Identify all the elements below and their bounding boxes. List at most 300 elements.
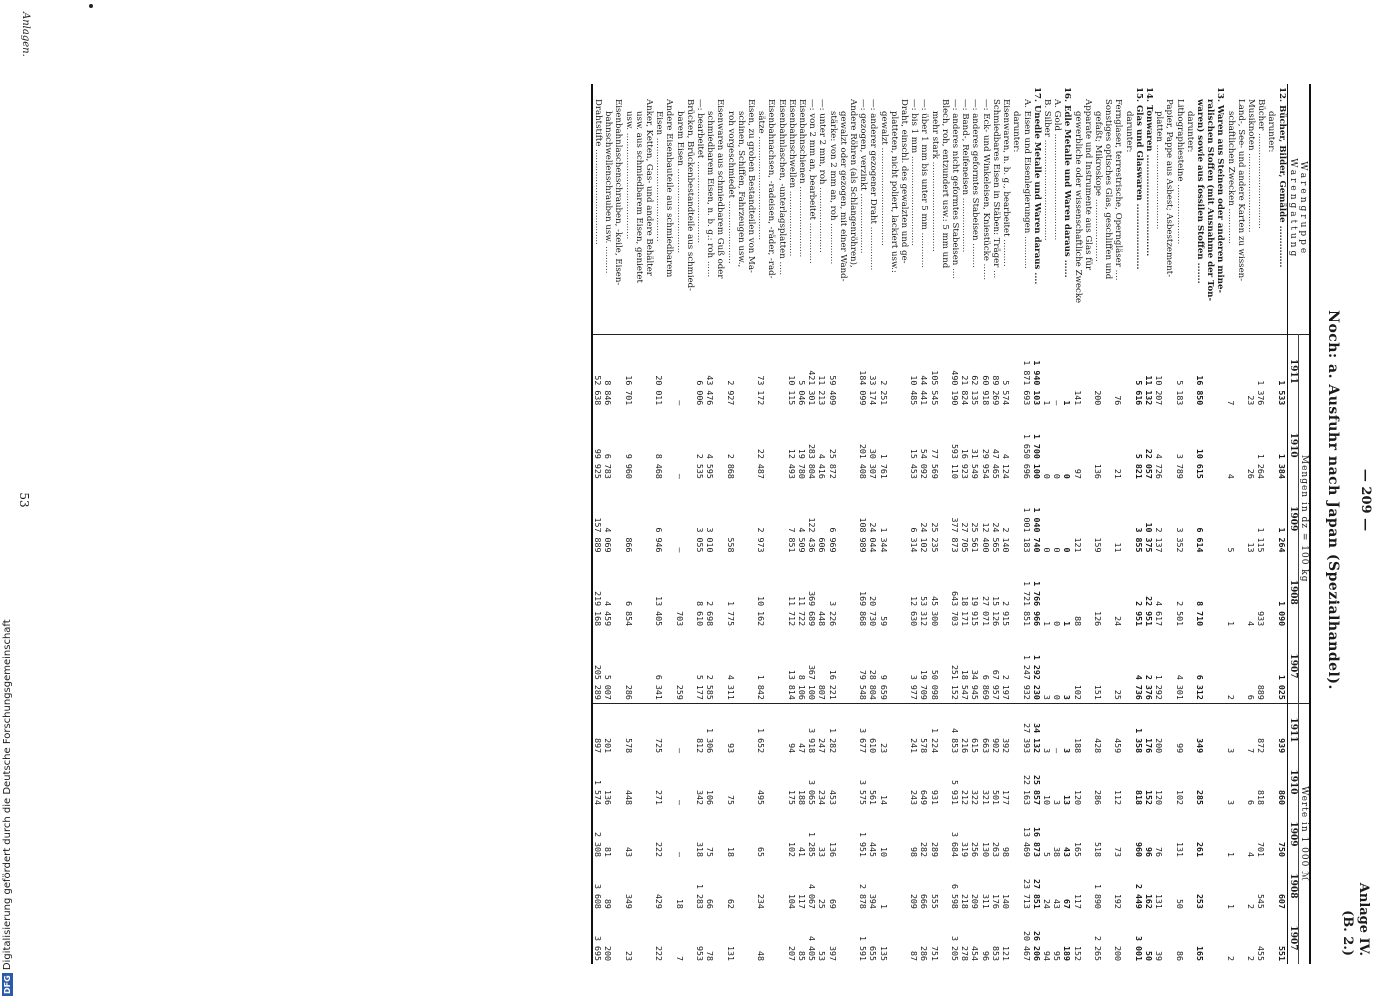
value-cell: 4 853 [950, 703, 960, 756]
value-cell [1164, 703, 1174, 756]
qty-cell [1236, 629, 1246, 703]
value-cell: 751 [929, 946, 940, 961]
qty-cell: 10 115 [787, 334, 797, 408]
value-cell: 349 [623, 893, 634, 909]
value-cell: 212 [960, 790, 971, 806]
qty-cell [1123, 334, 1133, 408]
row-label: —: anderer gezogener Draht ................ [868, 99, 879, 271]
qty-cell [1083, 556, 1093, 630]
row-label: Andere Eisenbauteile aus schmiedbarem [664, 99, 675, 278]
qty-cell [1185, 408, 1195, 482]
qty-cell [613, 482, 623, 556]
value-cell: 26 206 [1031, 931, 1042, 961]
qty-cell: 11 712 [786, 596, 797, 627]
value-cell: 278 [960, 946, 971, 961]
qty-cell: 184 099 [858, 334, 868, 408]
qty-cell: 0 [1041, 547, 1052, 553]
value-cell: 3 677 [858, 703, 868, 756]
value-cell [664, 756, 674, 808]
table-row [1001, 84, 1011, 964]
value-cell [715, 860, 725, 912]
qty-cell: 44 441 [919, 334, 929, 408]
value-cell [1083, 808, 1093, 860]
value-cell [613, 808, 623, 860]
table-row [858, 84, 868, 964]
qty-cell: 3 977 [909, 674, 920, 700]
table-row [695, 84, 705, 964]
qty-cell: 24 044 [868, 522, 879, 553]
qty-cell: 2 376 [1143, 674, 1154, 700]
qty-cell: 1 090 [1276, 601, 1287, 627]
qty-cell: 6 783 [603, 453, 614, 479]
qty-cell: 3 226 [827, 601, 838, 627]
qty-cell: 200 [1093, 334, 1103, 408]
qty-cell: 97 [1072, 468, 1083, 479]
qty-cell: 2 535 [695, 453, 706, 479]
qty-cell: 0 [1052, 621, 1063, 627]
value-cell [1083, 703, 1093, 756]
qty-cell [685, 556, 695, 630]
qty-cell: 6 006 [695, 334, 705, 408]
value-cell [644, 808, 654, 860]
row-label: platteten, nicht poliert, lackiert usw.: [888, 111, 899, 273]
qty-cell [1185, 334, 1195, 408]
table-row [664, 84, 674, 964]
value-cell: — [674, 851, 685, 857]
value-cell: 286 [919, 946, 930, 961]
value-cell [634, 808, 644, 860]
qty-cell: 367 100 [807, 664, 818, 700]
val-year-1908: 1908 [1287, 860, 1298, 912]
qty-cell [766, 334, 776, 408]
value-cell [634, 756, 644, 808]
qty-cell [736, 408, 746, 482]
row-label: Eisenbahnschienen .......................... [797, 99, 808, 258]
qty-cell [736, 482, 746, 556]
value-cell: 872 [1256, 703, 1266, 756]
value-cell [1011, 860, 1021, 912]
qty-cell: 2 868 [725, 453, 736, 479]
table-row [1011, 84, 1021, 964]
value-cell: 253 [1194, 893, 1205, 909]
value-cell: 397 [827, 946, 838, 961]
value-cell [1123, 808, 1133, 860]
row-label: Eisen, zu groben Bestandteilen von Ma- [746, 99, 757, 273]
qty-cell: 5 821 [1133, 453, 1144, 479]
qty-cell: 157 889 [592, 482, 603, 556]
qty-cell: 1 292 [1154, 674, 1165, 700]
qty-cell: 22 057 [1143, 448, 1154, 479]
table-row [848, 84, 858, 964]
row-label: Papier, Pappe aus Asbest; Asbestzement- [1164, 99, 1175, 278]
value-cell [736, 912, 746, 964]
qty-cell [776, 482, 786, 556]
value-cell: 176 [1144, 703, 1154, 756]
value-cell [685, 912, 695, 964]
qty-cell: 1 001 183 [1021, 507, 1032, 553]
qty-cell: 2 137 [1154, 527, 1165, 553]
row-label: Eisenwaren aus schmiedbarem Guß oder [715, 99, 726, 279]
value-cell: 14 [878, 795, 889, 806]
qty-cell: 6 946 [654, 527, 665, 553]
value-cell: 99 [1174, 703, 1184, 756]
qty-cell: 16 923 [960, 448, 971, 479]
qty-cell: 4 124 [1001, 453, 1012, 479]
value-cell: 222 [654, 841, 665, 857]
value-cell: 3 [1225, 800, 1236, 806]
value-cell [1185, 756, 1195, 808]
qty-cell: 1 [1062, 334, 1072, 408]
qty-cell: 6 969 [827, 527, 838, 553]
qty-cell [664, 482, 674, 556]
value-cell: 18 [725, 846, 736, 857]
qty-cell [899, 629, 909, 703]
qty-cell: 28 804 [868, 669, 879, 700]
table-row [1032, 84, 1042, 964]
value-cell: 23 713 [1021, 878, 1032, 909]
row-label: Musiknoten ............................. [1245, 99, 1256, 233]
annex-subtitle: (B. 2.) [1340, 910, 1355, 956]
value-cell: 25 857 [1031, 775, 1042, 806]
qty-cell: 20 730 [868, 596, 879, 627]
qty-cell: 2 698 [705, 601, 716, 627]
value-cell: 73 [1113, 846, 1124, 857]
qty-cell: 11 722 [797, 596, 808, 627]
value-cell: 106 [705, 790, 716, 806]
row-label: gewalzt .................................... [878, 111, 889, 246]
col-goods-header [1287, 84, 1310, 334]
value-cell: 16 873 [1031, 827, 1042, 857]
qty-cell: 25 872 [827, 448, 838, 479]
qty-cell: 73 172 [756, 334, 766, 408]
qty-cell: 205 289 [592, 629, 603, 703]
qty-cell [838, 556, 848, 630]
row-label: A. Eisen und Eisenlegierungen ............ [1021, 99, 1032, 269]
value-cell: 27 851 [1031, 878, 1042, 909]
row-label: 17. Unedle Metalle und Waren daraus .... [1031, 87, 1042, 285]
value-cell [848, 756, 858, 808]
table-row [909, 84, 919, 964]
qty-cell [736, 629, 746, 703]
qty-cell: 6 312 [1194, 674, 1205, 700]
export-table [591, 84, 1311, 964]
value-cell [1083, 912, 1093, 964]
qty-cell [1215, 408, 1225, 482]
value-cell: 243 [909, 790, 920, 806]
value-cell: 261 [1194, 841, 1205, 857]
row-label: Schmiedbares Eisen in Stäben: Träger ... [990, 99, 1001, 279]
qty-year-1909: 1909 [1287, 482, 1298, 556]
qty-cell: 1 766 966 [1031, 581, 1042, 627]
table-row [1144, 84, 1154, 964]
qty-year-1911: 1911 [1287, 334, 1298, 408]
qty-cell: 122 436 [807, 517, 818, 553]
table-row [1072, 84, 1082, 964]
value-cell: 135 [878, 946, 889, 961]
qty-cell [715, 556, 725, 630]
qty-cell: 1 115 [1256, 527, 1267, 553]
qty-cell [1164, 334, 1174, 408]
value-cell: 2 878 [858, 883, 869, 909]
value-cell: 96 [1143, 846, 1154, 857]
qty-cell: 643 703 [950, 591, 961, 627]
value-cell: 551 [1276, 946, 1287, 961]
qty-cell: 24 565 [990, 522, 1001, 553]
qty-cell: 889 [1256, 684, 1267, 700]
row-label: —: unter 2 mm, roh ........................ [817, 99, 828, 253]
value-cell: 459 [1113, 703, 1123, 756]
qty-cell: 27 071 [980, 596, 991, 627]
value-cell: 23 [623, 951, 634, 961]
value-cell: 311 [980, 893, 991, 909]
row-label: Bücher ................................... [1256, 99, 1267, 229]
qty-cell [1011, 629, 1021, 703]
value-cell: 62 [725, 898, 736, 909]
value-cell [685, 756, 695, 808]
qty-cell: 2 501 [1174, 601, 1185, 627]
table-row [766, 84, 776, 964]
qty-cell: 1 040 740 [1031, 507, 1042, 553]
row-label: Land-, See- und andere Karten zu wissen- [1235, 99, 1246, 282]
row-label: platten ............................... [1154, 111, 1165, 230]
qty-cell: 6 854 [623, 601, 634, 627]
row-label: Eisen ...................................... [654, 111, 665, 242]
qty-cell: 1 292 230 [1031, 654, 1042, 700]
qty-cell [940, 408, 950, 482]
value-cell [776, 808, 786, 860]
value-cell [613, 860, 623, 912]
value-cell: 23 [878, 703, 888, 756]
value-cell: 318 [695, 841, 706, 857]
value-cell [940, 756, 950, 808]
value-cell: 13 469 [1021, 827, 1032, 857]
qty-cell: 159 [1092, 537, 1103, 553]
qty-cell [1266, 408, 1276, 482]
value-cell [685, 860, 695, 912]
table-row [787, 84, 797, 964]
qty-cell [1266, 629, 1276, 703]
qty-cell [899, 334, 909, 408]
value-cell [1236, 756, 1246, 808]
value-cell [715, 756, 725, 808]
row-label: usw. aus schmiedbarem Eisen, genietet [633, 111, 644, 283]
value-cell: 322 [970, 790, 981, 806]
qty-cell: 377 873 [950, 517, 961, 553]
value-cell [746, 912, 756, 964]
value-cell [776, 912, 786, 964]
value-cell: 27 393 [1021, 703, 1031, 756]
value-cell: 3 001 [1133, 936, 1144, 961]
row-label: Sonstiges optisches Glas, geschliffen und [1103, 99, 1114, 280]
value-cell: 289 [929, 841, 940, 857]
table-row [1052, 84, 1062, 964]
value-cell: 1 285 [807, 832, 818, 857]
qty-cell: 10 375 [1143, 522, 1154, 553]
table-row [1205, 84, 1215, 964]
value-cell: 455 [1256, 946, 1267, 961]
qty-cell: 4 595 [705, 453, 716, 479]
table-row [1093, 84, 1103, 964]
row-label: 16. Edle Metalle und Waren daraus ...... [1062, 87, 1073, 278]
value-cell [1123, 860, 1133, 912]
value-cell: 69 [827, 898, 838, 909]
qty-cell [899, 482, 909, 556]
row-label: Eisenbahnlaschen, -unterlagsplatten ..... [776, 99, 787, 276]
qty-cell [685, 482, 695, 556]
qty-cell [634, 482, 644, 556]
qty-cell: 4 509 [797, 527, 808, 553]
qty-cell: 10 207 [1154, 334, 1164, 408]
value-cell [899, 808, 909, 860]
qty-cell: 16 701 [623, 334, 633, 408]
qty-cell [1083, 334, 1093, 408]
table-row [1246, 84, 1256, 964]
qty-cell: 23 [1246, 334, 1256, 408]
value-cell: 285 [1194, 790, 1205, 806]
qty-cell [1266, 482, 1276, 556]
value-cell: 53 [817, 951, 828, 961]
value-cell: 953 [695, 946, 706, 961]
qty-cell [715, 482, 725, 556]
value-cell: 89 [603, 898, 614, 909]
qty-cell [664, 334, 674, 408]
qty-cell: 2 140 [1001, 527, 1012, 553]
row-label: Eisenwaren, n. b. g., bearbeitet .......... [1001, 99, 1012, 267]
qty-cell: 0 [1052, 694, 1063, 700]
table-row [981, 84, 991, 964]
value-cell: 445 [868, 841, 879, 857]
qty-cell: 5 574 [1001, 334, 1011, 408]
table-row [878, 84, 888, 964]
qty-cell: 24 102 [919, 522, 930, 553]
table-row [838, 84, 848, 964]
val-header: Werte in 1 000 ℳ [1298, 703, 1310, 964]
table-row [1062, 84, 1072, 964]
qty-cell [940, 334, 950, 408]
qty-cell [1103, 482, 1113, 556]
value-cell [1236, 703, 1246, 756]
qty-cell: 3 [1062, 694, 1073, 700]
qty-year-1907: 1907 [1287, 629, 1298, 703]
row-label: B. Silber ..................................... [1041, 99, 1052, 241]
table-row [991, 84, 1001, 964]
value-cell [1215, 703, 1225, 756]
value-cell: 78 [705, 951, 716, 961]
qty-cell: 11 [1113, 542, 1124, 553]
value-cell [776, 756, 786, 808]
qty-cell: 20 011 [654, 334, 664, 408]
value-cell: 3 205 [950, 936, 961, 961]
value-cell [1215, 860, 1225, 912]
qty-cell [613, 629, 623, 703]
head-group: Warengruppe [1298, 161, 1308, 257]
value-cell: 189 [1062, 946, 1073, 961]
qty-cell [1164, 629, 1174, 703]
table-row [715, 84, 725, 964]
value-cell [1266, 808, 1276, 860]
qty-cell: 0 [1041, 473, 1052, 479]
value-cell: 1 890 [1092, 883, 1103, 909]
table-row [940, 84, 950, 964]
qty-cell: 67 957 [990, 669, 1001, 700]
value-cell [889, 808, 899, 860]
row-label: schmiedbarem Eisen, n. b. g.: roh ...... [705, 111, 716, 278]
qty-cell: 1 264 [1256, 453, 1267, 479]
qty-cell: 89 269 [991, 334, 1001, 408]
qty-cell: 2 [1225, 694, 1236, 700]
qty-cell: 22 951 [1143, 596, 1154, 627]
qty-cell: 16 850 [1195, 334, 1205, 408]
qty-cell: 1 940 103 [1032, 334, 1042, 408]
row-label: gefaßt; Mikroskope ....................... [1092, 111, 1103, 262]
page-title: Noch: a. Ausfuhr nach Japan (Spezialhandel). [1325, 310, 1341, 690]
row-label: gewalzt oder gezogen, mit einer Wand- [837, 111, 848, 282]
value-cell: 1 591 [858, 936, 869, 961]
value-cell [889, 912, 899, 964]
value-cell [1123, 703, 1133, 756]
qty-cell [715, 334, 725, 408]
qty-cell: 43 476 [705, 334, 715, 408]
value-cell: 102 [786, 841, 797, 857]
row-label: mehr stark ................................. [929, 111, 940, 252]
value-cell: 448 [623, 790, 634, 806]
value-cell [848, 912, 858, 964]
qty-cell: 2 973 [756, 527, 767, 553]
qty-cell [613, 556, 623, 630]
table-row [603, 84, 613, 964]
qty-cell: 6 869 [980, 674, 991, 700]
row-label: barem Eisen ............................... [674, 111, 685, 254]
qty-cell [1011, 482, 1021, 556]
value-cell: 3 608 [592, 860, 603, 912]
value-cell: 38 [1052, 846, 1063, 857]
value-cell: 7 [1246, 703, 1256, 756]
row-label: 14. Tonwaren .................................. [1143, 87, 1154, 257]
qty-cell: 26 [1245, 468, 1256, 479]
value-cell: 102 [1174, 790, 1185, 806]
qty-cell [1011, 334, 1021, 408]
value-cell: 188 [797, 790, 808, 806]
table-row [970, 84, 980, 964]
qty-cell: 558 [725, 537, 736, 553]
value-cell: 234 [817, 790, 828, 806]
qty-cell: 15 453 [909, 448, 920, 479]
qty-cell: 4 311 [725, 674, 736, 700]
qty-cell: 59 [878, 616, 889, 627]
qty-cell: 6 341 [654, 674, 665, 700]
value-cell [715, 912, 725, 964]
value-cell: 931 [929, 790, 940, 806]
table-row [919, 84, 929, 964]
table-row [1042, 84, 1052, 964]
qty-cell: 8 106 [797, 674, 808, 700]
qty-cell: 13 405 [654, 596, 665, 627]
value-cell: 136 [827, 841, 838, 857]
qty-cell [940, 629, 950, 703]
qty-cell [1011, 556, 1021, 630]
value-cell [1164, 912, 1174, 964]
qty-cell: 5 177 [695, 674, 706, 700]
value-cell: 87 [909, 951, 920, 961]
row-label: Drahtstifte ................................... [592, 84, 603, 334]
qty-cell [889, 556, 899, 630]
value-cell [746, 756, 756, 808]
row-label: Fernglaser, terrestrische, Operngläser .... [1113, 99, 1124, 281]
qty-cell: 1 376 [1256, 334, 1266, 408]
qty-cell [1205, 482, 1215, 556]
value-cell: 860 [1276, 790, 1287, 806]
qty-cell [940, 482, 950, 556]
